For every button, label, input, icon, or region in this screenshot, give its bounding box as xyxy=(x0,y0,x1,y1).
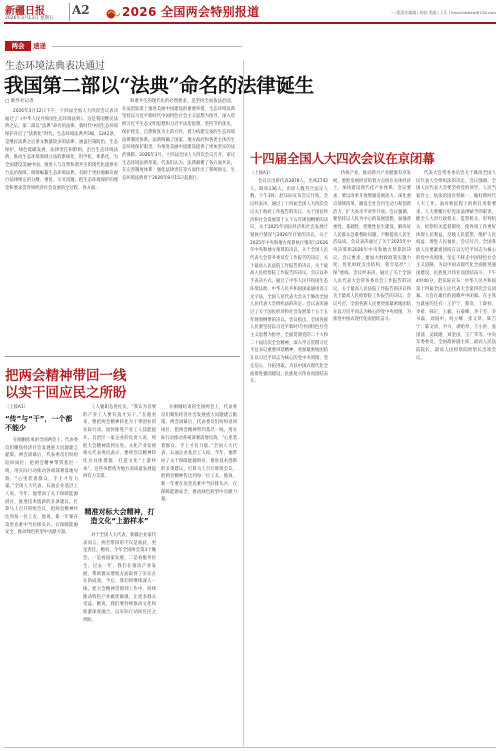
banner-contacts: 一二版责任编辑 | 杨钰 美编 | 王乐 | Email:idtbxw@126.com xyxy=(389,10,496,15)
second-headline-line1: 把两会精神带回一线 xyxy=(5,368,127,384)
closing-body-col2: 传统产业，推动新兴产业健康有序发展。要把发展经济的着力点放在实体经济上，加快建设现代化产业体系。会议要求，要以改革开放增强发展动力，深化重点领域改革，激发全社会内生动力和创新活力，扩大高水平对外开放。会议强调，要坚持以人民为中心的发展思想，加强普惠性、基础性、兜底性民生建设，解决好人民群众急难愁盼问题，不断提高人民生活品质。会议表决通过了关于2025年中央决算和2026年中央和地方预算的决议。会议要求，要加大财政政策实施力度，优化财政支出结构，兜牢基层“三保”底线。会议经表决，通过了关于全国人民代表大会常务委员会工作报告的决议，关于最高人民法院工作报告的决议和关于最高人民检察院工作报告的决议。会议号召，全国各族人民要更加紧密地团结在以习近平同志为核心的党中央周围，为推进中国式现代化而团结奋斗。 xyxy=(333,171,411,323)
masthead-divider xyxy=(69,3,70,21)
second-headline-line2: 以实干回应民之所盼 xyxy=(5,385,127,401)
lead-kicker: 生态环境法典表决通过 xyxy=(5,61,105,72)
closing-body-col3: 代表大会常务委员会关于修改全国人民代表大会组织法的决定。会议强调，全国人民代表大会要坚持党的领导、人民当家作主、依法治国有机统一，做好新时代人大工作。面对新征程上的新任务新要求，人大要履行好宪法法律赋予的职责，健全人大对行政机关、监察机关、审判机关、检察机关监督制度，使各项工作更好体现人民利益、反映人民愿望、维护人民权益、增进人民福祉。会议号召，全国各族人民要紧密团结在以习近平同志为核心的党中央周围，坚定不移走中国特色社会主义道路，为以中国式现代化全面推进强国建设、民族复兴伟业而团结奋斗。下午4时40分，赵乐际宣布：中华人民共和国第十四届全国人民代表大会第四次会议闭幕。大会在雄壮的国歌声中闭幕。在主席台就座的还有：王沪宁、蔡奇、丁薛祥、李希、韩正、王毅、石泰峰、李干杰、李书磊、刘国中、何立峰、张又侠、陈吉宁、陈文清、尹力、谌贻琴、王小洪、张国清、吴政隆、刘金国、王广华等。中央军委委员，全国政协副主席，最高人民法院院长，最高人民检察院检察长出席会议。 xyxy=(416,171,496,361)
lead-byline: □ 新华社记者 xyxy=(5,99,34,104)
footer-rule xyxy=(4,747,496,748)
closing-body-col1: 会议应出席代表2878人，出席2742人，缺席136人，出席人数符合法定人数。下午3时，赵乐际宣布会议开始。会议经表决，通过了十四届全国人大四次会议关于政府工作报告的决议、关于国民经济和社会发展第十五个五年规划纲要的决议、关于2025年国民经济和社会发展计划执行情况与2026年计划的决议、关于2025年中央和地方预算执行情况与2026年中央和地方预算的决议、关于全国人民代表大会常务委员会工作报告的决议、关于最高人民法院工作报告的决议、关于最高人民检察院工作报告的决议。会议以举手表决方式，通过了中华人民共和国生态环境法典，中华人民共和国国家通用语言文字法，全国人民代表大会关于修改全国人民代表大会组织法的决定。会议表决通过了关于国民经济和社会发展第十五个五年规划纲要的决议。会议指出，全国各族人民要坚持以习近平新时代中国特色社会主义思想为指导，全面贯彻党的二十大和二十届历次全会精神，深入学习贯彻习近平总书记重要讲话精神，更加紧密地团结在以习近平同志为核心的党中央周围，坚定信心、开拓进取，为以中国式现代化全面推进强国建设、民族复兴伟业而团结奋斗。 xyxy=(250,179,328,385)
lead-headline: 我国第二部以“法典”命名的法律诞生 xyxy=(4,74,314,97)
column-divider xyxy=(243,60,244,746)
lead-body-col2: 和谐共生的现代化的必然要求，是坚持全面依法治国、在法治轨道上推进美丽中国建设的重要举措。生态环境法典坚持以习近平新时代中国特色社会主义思想为指导，深入贯彻习近平生态文明思想和习近平法治思想，坚持节约优先、保护优先、自然恢复为主的方针，着力构建完备的生态环境法律制度体系。法典明确了国家、地方政府和各类主体的生态环境保护职责，为推进美丽中国建设提供了更加坚实的法治保障。2026年3月，十四届全国人大四次会议召开，审议生态环境法典草案。代表们认为，法典凝聚了各方面共识，在完善制度体系、强化法律责任等方面作出了系统规定。生态环境法典将于2026年8月15日起施行。 xyxy=(122,99,235,182)
second-body-col1: 在刚刚结束的全国两会上，代表委员们聚焦经济社会发展重大问题建言献策。两会闭幕后，代表委员们纷纷返回岗位，把两会精神带到基层一线，用实际行动推动各项部署落地见效。“心里装着群众，手上才有力量。”全国人大代表、石油企业基层工人说。今年，他带回了关于保障能源供应、推进技术创新的多条建议，打算马上召开班组会议，把两会精神传达到每一位工友。他说，新一年要在攻坚克难中当好排头兵，在保障能源安全、推动绿色转型中贡献力量。 xyxy=(5,438,78,536)
page-number: A2 xyxy=(72,3,90,17)
section-tag-rule xyxy=(52,46,242,47)
lead-bottom-rule xyxy=(5,356,240,357)
second-subhead-1: “传”与“干”，一个都不能少 xyxy=(5,415,73,432)
second-body-col3: 在刚刚结束的全国两会上，代表委员们聚焦经济社会发展重大问题建言献策。两会闭幕后，代表委员们纷纷返回岗位，把两会精神带到基层一线，用实际行动推动各项部署落地见效。“心里装着群众，手上才有力量。”全国人大代表、石油企业基层工人说。今年，他带回了关于保障能源供应、推进技术创新的多条建议，打算马上召开班组会议，把两会精神传达到每一位工友。他说，新一年要在攻坚克难中当好排头兵，在保障能源安全、推动绿色转型中贡献力量。 xyxy=(161,405,237,503)
masthead-issue-date: 2026年3月13日 星期五 xyxy=(5,16,54,21)
masthead-rule xyxy=(4,22,496,24)
second-body-col2b: 对于全国人大代表、新疆企业家代表而言，两会带回的不仅是收获，更是责任。她说，今年全国两会第3个晚会，一是看国家发展、二是看服务民生。过去一年，我们在推动产业发展、帮助群众增收方面取得了实实在在的成效。今后，我们将继续深入一线，把大会精神贯彻到工作中，持续推动特色产业做优做强，让更多群众受益。她说，我们要持续推动文化和旅游深度融合，以实际行动回应民之所盼。 xyxy=(83,533,156,623)
banner-logo-icon xyxy=(106,5,120,17)
second-subhead-2: 精准对标大会精神，打造文化“上游样本” xyxy=(84,508,155,525)
section-tag-sub: 速递 xyxy=(33,42,46,50)
second-body-col2: 工人履职态度扎实，“我认为首要的产业工人要有真才实干。”在他看来，要把两会精神转化为干事创业的实际行动，加快推进产业工人技能提升。自治区一家企业的负责人说，将把大会精神落到实处。文化产业发展相关代表委员表示，要将会议精神转化为具体措施，打造文化“上游样本”。这些举措将为地方高质量发展提供有力支撑。 xyxy=(83,405,156,480)
masthead-paper-name: 新疆日报 xyxy=(5,6,45,17)
second-byline: （上接A1） xyxy=(5,405,28,410)
section-tag: 两会 xyxy=(5,41,31,51)
closing-headline: 十四届全国人大四次会议在京闭幕 xyxy=(250,151,435,166)
banner-title: 2026 全国两会特别报道 xyxy=(122,5,260,19)
closing-byline: （上接A1） xyxy=(250,171,273,176)
lead-body-col1: 2026年3月12日下午，十四届全国人大四次会议表决通过了《中华人民共和国生态环境法典》。这是我国继民法典之后，第二部以“法典”命名的法律。新时代中国生态环境保护开启了“法典化”时代。生态环境法典共5编、1242条，是继民法典之后条文数量较多的法律，涵盖污染防治、生态保护、绿色低碳发展、法律责任和附则。出台生态环境法典，推动生态环境领域立法的系统化、科学化、体系化，为全面建设美丽中国、推进人与自然和谐共生的现代化提供有力法治保障。统筹编纂生态环境法典，有助于更好地解决现行法律规定的分散、重复、交叉问题，把生态环境保护的理念和要求贯穿到经济社会发展的全过程、各方面。 xyxy=(5,109,118,192)
